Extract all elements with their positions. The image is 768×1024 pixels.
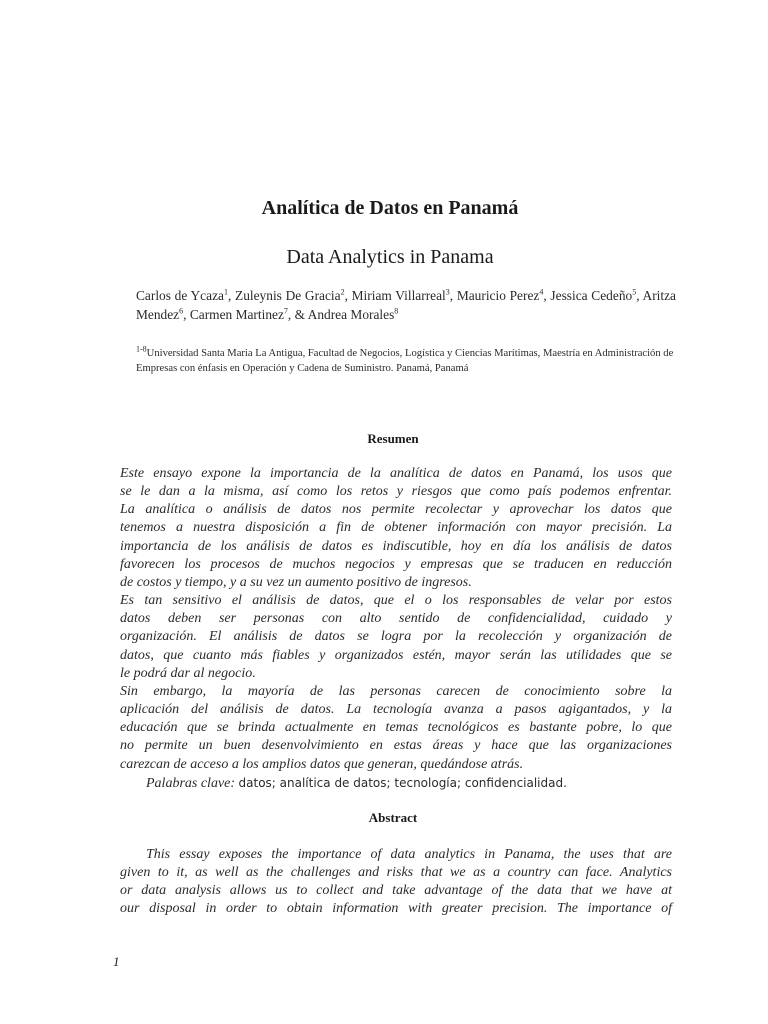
text-line: Es tan sensitivo el análisis de datos, que el o los responsables de velar por estos bbox=[120, 593, 672, 609]
text-line: se le dan a la misma, así como los retos y riesgos que como país podemos enfrentar. bbox=[120, 484, 672, 500]
author-name: Zuleynis De Gracia bbox=[235, 288, 341, 303]
affiliation bbox=[136, 344, 681, 376]
author-name: Aritza Mendez bbox=[136, 288, 676, 322]
resumen-paragraph-1 bbox=[120, 465, 672, 592]
author-name: Andrea Morales bbox=[307, 307, 395, 322]
author-list bbox=[136, 286, 676, 324]
affiliation-text: Universidad Santa Maria La Antigua, Facultad de Negocios, Logística y Ciencias Marítimas, Maestría en Administración de Empresas con énfasis en Operación y Cadena de Suministro. Panamá, Panamá bbox=[136, 348, 674, 374]
text-line: This essay exposes the importance of data analytics in Panama, the uses that are bbox=[146, 847, 672, 862]
author-superscript: 4 bbox=[539, 287, 544, 297]
keywords-value: datos; analítica de datos; tecnología; confidencialidad. bbox=[238, 775, 567, 790]
author-separator: , bbox=[227, 288, 236, 303]
text-line: importancia de los análisis de datos es indiscutible, hoy en día los análisis de datos bbox=[120, 538, 672, 554]
text-line: carezcan de acceso a los amplios datos que generan, quedándose atrás. bbox=[120, 756, 524, 772]
page-number: 1 bbox=[113, 954, 120, 969]
text-line: our disposal in order to obtain information with greater precision. The importance of bbox=[120, 901, 672, 917]
affiliation-superscript: 1-8 bbox=[136, 344, 147, 354]
text-line: favorecen los procesos de muchos negocios y empresas que se traducen en reducción bbox=[120, 556, 672, 572]
author-separator: , bbox=[543, 288, 551, 303]
author-superscript: 8 bbox=[394, 306, 399, 316]
abstract-paragraph bbox=[120, 846, 672, 919]
abstract-body bbox=[120, 846, 672, 919]
text-line: aplicación del análisis de datos. La tecnología avanza a pasos agigantados, y la bbox=[120, 702, 672, 718]
author-name: Jessica Cedeño bbox=[550, 288, 633, 303]
author-name: Carmen Martinez bbox=[189, 307, 284, 322]
text-line: educación que se brinda actualmente en temas tecnológicos es bastante pobre, lo que bbox=[120, 720, 672, 736]
text-line: organización. El análisis de datos se logra por la recolección y organización de bbox=[120, 629, 672, 645]
author-name: Carlos de Ycaza bbox=[136, 288, 224, 303]
resumen-heading: Resumen bbox=[367, 431, 419, 446]
resumen-paragraph-2 bbox=[120, 592, 672, 683]
text-line: Sin embargo, la mayoría de las personas carecen de conocimiento sobre la bbox=[120, 683, 672, 699]
text-line: de costos y tiempo, y a su vez un aumento positivo de ingresos. bbox=[120, 574, 472, 590]
author-separator: , bbox=[344, 288, 352, 303]
paper-title: Analítica de Datos en Panamá bbox=[261, 197, 519, 219]
resumen-paragraph-3 bbox=[120, 683, 672, 774]
author-superscript: 1 bbox=[223, 287, 228, 297]
author-superscript: 7 bbox=[283, 306, 288, 316]
keywords-label: Palabras clave: bbox=[146, 775, 236, 791]
text-line: le podrá dar al negocio. bbox=[120, 665, 256, 681]
resumen-body bbox=[120, 465, 672, 793]
text-line: no permite un buen desenvolvimiento en estas áreas y hace que las organizaciones bbox=[120, 738, 672, 754]
author-superscript: 5 bbox=[632, 287, 637, 297]
text-line: datos, que cuanto más fiables y organizados estén, mayor serán las utilidades que se bbox=[120, 647, 672, 663]
author-separator: , bbox=[449, 288, 457, 303]
text-line: datos deben ser personas con alto sentido de confidencialidad, cuidado y bbox=[120, 611, 672, 627]
author-superscript: 2 bbox=[340, 287, 345, 297]
author-separator: , bbox=[636, 288, 643, 303]
text-line: La analítica o análisis de datos nos permite recolectar y aprovechar los datos que bbox=[120, 502, 672, 518]
author-superscript: 6 bbox=[179, 306, 184, 316]
author-separator: , bbox=[183, 307, 190, 322]
text-line: given to it, as well as the challenges and risks that we as a country can face. Analytics bbox=[120, 865, 672, 881]
text-line: Este ensayo expone la importancia de la analítica de datos en Panamá, los usos que bbox=[120, 466, 672, 481]
author-name: Mauricio Perez bbox=[456, 288, 540, 303]
paper-subtitle: Data Analytics in Panama bbox=[286, 246, 494, 268]
author-separator: , & bbox=[287, 307, 308, 322]
text-line: tenemos a nuestra disposición a fin de obtener información con mayor precisión. La bbox=[120, 520, 672, 536]
author-name: Miriam Villarreal bbox=[351, 288, 446, 303]
author-superscript: 3 bbox=[445, 287, 450, 297]
keywords-line bbox=[120, 774, 672, 793]
abstract-heading: Abstract bbox=[368, 810, 418, 825]
text-line: or data analysis allows us to collect and take advantage of the data that we have at bbox=[120, 883, 672, 899]
